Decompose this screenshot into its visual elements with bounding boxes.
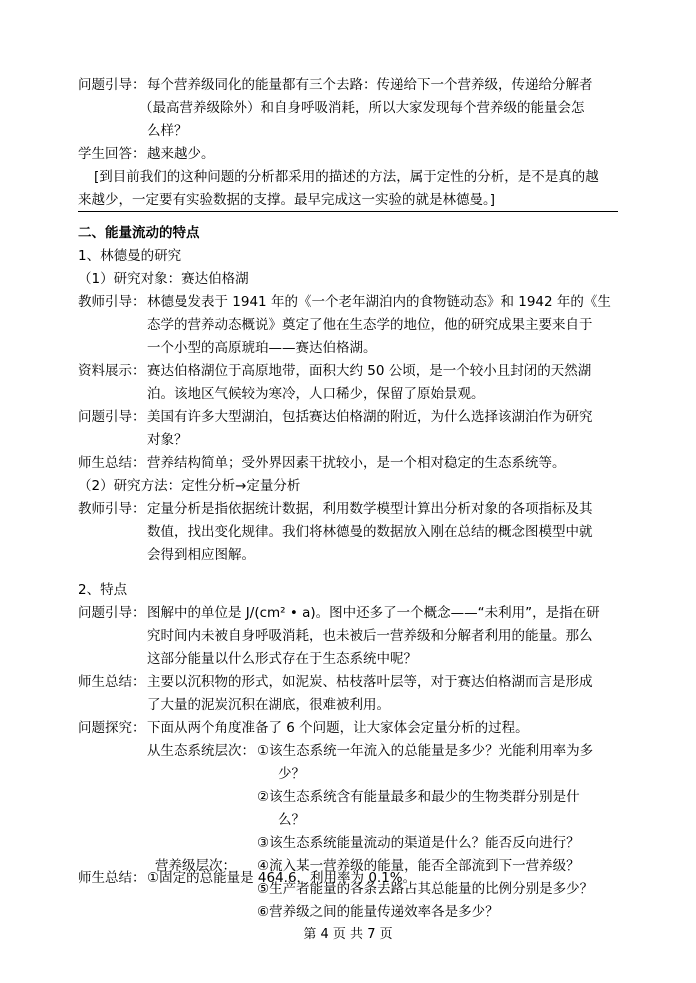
label-summary: 师生总结： (78, 870, 146, 886)
paragraph-line: 么样？ (147, 123, 188, 139)
paragraph-line: 会得到相应图解。 (147, 547, 255, 563)
divider (78, 211, 618, 212)
label-explore: 问题探究： (78, 720, 146, 736)
question-item: 么？ (278, 812, 305, 828)
paragraph-line: 这部分能量以什么形式存在于生态系统中呢？ (147, 651, 417, 667)
paragraph-line: 主要以沉积物的形式，如泥炭、枯枝落叶层等，对于赛达伯格湖而言是形成 (147, 674, 593, 690)
list-item: （1）研究对象：赛达伯格湖 (78, 271, 249, 287)
label-question-guide: 问题引导： (78, 77, 146, 93)
question-item: ①该生态系统一年流入的总能量是多少？光能利用率为多 (257, 743, 594, 759)
question-item: ③该生态系统能量流动的渠道是什么？能否反向进行？ (257, 835, 580, 851)
question-item: ⑤生产者能量的各条去路占其总能量的比例分别是多少？ (257, 881, 594, 897)
ecosystem-level-label: 从生态系统层次： (147, 743, 255, 759)
paragraph-line: 对象？ (147, 432, 188, 448)
question-item: 少？ (278, 766, 305, 782)
paragraph-line: 美国有许多大型湖泊，包括赛达伯格湖的附近，为什么选择该湖泊作为研究 (147, 409, 593, 425)
answer-text: 越来越少。 (147, 146, 215, 162)
paragraph-line: 态学的营养动态概说》奠定了他在生态学的地位，他的研究成果主要来自于 (147, 317, 593, 333)
paragraph-line: 数值，找出变化规律。我们将林德曼的数据放入刚在总结的概念图模型中就 (147, 524, 593, 540)
paragraph-line: 每个营养级同化的能量都有三个去路：传递给下一个营养级，传递给分解者 (147, 77, 593, 93)
label-question-guide: 问题引导： (78, 605, 146, 621)
paragraph-line: 赛达伯格湖位于高原地带，面积大约 50 公顷，是一个较小且封闭的天然湖 (147, 363, 592, 379)
label-teacher-guide: 教师引导： (78, 294, 146, 310)
paragraph-line: 下面从两个角度准备了 6 个问题，让大家体会定量分析的过程。 (147, 720, 529, 736)
paragraph-line: 究时间内未被自身呼吸消耗，也未被后一营养级和分解者利用的能量。那么 (147, 628, 593, 644)
label-summary: 师生总结： (78, 674, 146, 690)
question-item: ②该生态系统含有能量最多和最少的生物类群分别是什 (257, 789, 580, 805)
paragraph-line: 泊。该地区气候较为寒冷，人口稀少，保留了原始景观。 (147, 386, 485, 402)
paragraph-line: 来越少，一定要有实验数据的支撑。最早完成这一实验的就是林德曼。] (78, 192, 496, 208)
paragraph-line: （最高营养级除外）和自身呼吸消耗，所以大家发现每个营养级的能量会怎 (139, 100, 585, 116)
page-number: 第 4 页 共 7 页 (303, 927, 393, 942)
paragraph-line: 图解中的单位是 J/(cm² • a)。图中还多了一个概念——“未利用”，是指在研 (147, 605, 600, 621)
paragraph-line: 林德曼发表于 1941 年的《一个老年湖泊内的食物链动态》和 1942 年的《生 (147, 294, 611, 310)
question-item: ④流入某一营养级的能量，能否全部流到下一营养级？ (257, 858, 580, 874)
question-item: ⑥营养级之间的能量传递效率各是多少？ (257, 904, 499, 920)
paragraph-line: [到目前我们的这种问题的分析都采用的描述的方法，属于定性的分析，是不是真的越 (94, 169, 599, 185)
list-item: （2）研究方法：定性分析→定量分析 (78, 478, 301, 494)
section-heading: 二、能量流动的特点 (78, 225, 200, 241)
label-teacher-guide: 教师引导： (78, 501, 146, 517)
trophic-level-label: 营养级层次： (155, 858, 236, 874)
paragraph-line: 营养结构简单；受外界因素干扰较小，是一个相对稳定的生态系统等。 (147, 455, 566, 471)
paragraph-line: 一个小型的高原琥珀——赛达伯格湖。 (147, 340, 377, 356)
subheading: 2、特点 (78, 582, 128, 598)
label-student-answer: 学生回答： (78, 146, 146, 162)
label-material-display: 资料展示： (78, 363, 146, 379)
paragraph-line: 定量分析是指依据统计数据，利用数学模型计算出分析对象的各项指标及其 (147, 501, 593, 517)
label-summary: 师生总结： (78, 455, 146, 471)
paragraph-line: 了大量的泥炭沉积在湖底，很难被利用。 (147, 697, 390, 713)
label-question-guide: 问题引导： (78, 409, 146, 425)
subheading: 1、林德曼的研究 (78, 248, 182, 264)
paragraph-line: ①固定的总能量是 464.6，利用率为 0.1%。 (147, 870, 417, 886)
